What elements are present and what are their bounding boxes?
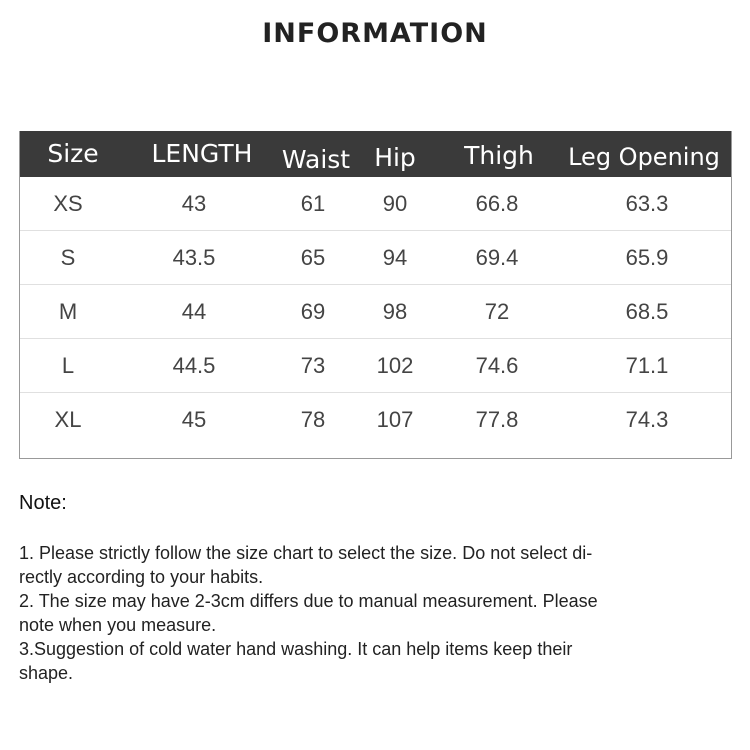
note-text: [19, 541, 719, 685]
table-row: [20, 177, 731, 231]
table-header: [20, 131, 731, 177]
cell-waist: 61: [300, 191, 326, 216]
note-title: Note:: [19, 492, 67, 514]
cell-hip: 102: [376, 353, 414, 378]
cell-waist: 78: [300, 407, 326, 432]
cell-hip: 90: [382, 191, 408, 216]
cell-thigh: 66.8: [475, 191, 519, 216]
cell-size: S: [60, 245, 76, 270]
cell-size: XL: [54, 407, 82, 432]
cell-thigh: 69.4: [475, 245, 519, 270]
cell-waist: 65: [300, 245, 326, 270]
cell-length: 45: [181, 407, 207, 432]
cell-leg-opening: 68.5: [625, 299, 669, 324]
size-chart-table: [19, 131, 732, 459]
cell-size: XS: [53, 191, 83, 216]
cell-length: 44.5: [172, 353, 216, 378]
header-length: LENGTH: [151, 139, 253, 168]
cell-hip: 98: [382, 299, 408, 324]
note-line: note when you measure.: [19, 615, 217, 635]
header-leg-opening: Leg Opening: [568, 143, 720, 171]
table-row: [20, 285, 731, 339]
cell-size: L: [61, 353, 75, 378]
header-thigh: Thigh: [464, 141, 534, 170]
cell-hip: 107: [376, 407, 414, 432]
table-row: [20, 231, 731, 285]
cell-waist: 73: [300, 353, 326, 378]
note-line: 1. Please strictly follow the size chart to select the size. Do not select di-: [19, 543, 593, 563]
header-size: Size: [47, 139, 99, 168]
cell-hip: 94: [382, 245, 408, 270]
cell-size: M: [58, 299, 78, 324]
cell-waist: 69: [300, 299, 326, 324]
header-hip: Hip: [374, 143, 416, 172]
cell-length: 43: [181, 191, 207, 216]
cell-leg-opening: 63.3: [625, 191, 669, 216]
table-row: [20, 393, 731, 447]
cell-thigh: 72: [484, 299, 510, 324]
note-line: shape.: [19, 663, 74, 683]
cell-thigh: 77.8: [475, 407, 519, 432]
cell-leg-opening: 65.9: [625, 245, 669, 270]
table-row: [20, 339, 731, 393]
page-title: INFORMATION: [262, 18, 488, 49]
cell-leg-opening: 71.1: [625, 353, 669, 378]
header-waist: Waist: [281, 145, 351, 174]
cell-thigh: 74.6: [475, 353, 519, 378]
note-line: 3.Suggestion of cold water hand washing. It can help items keep their: [19, 639, 573, 659]
cell-length: 43.5: [172, 245, 216, 270]
note-line: 2. The size may have 2-3cm differs due to manual measurement. Please: [19, 591, 598, 611]
cell-leg-opening: 74.3: [625, 407, 669, 432]
note-line: rectly according to your habits.: [19, 567, 264, 587]
cell-length: 44: [181, 299, 207, 324]
